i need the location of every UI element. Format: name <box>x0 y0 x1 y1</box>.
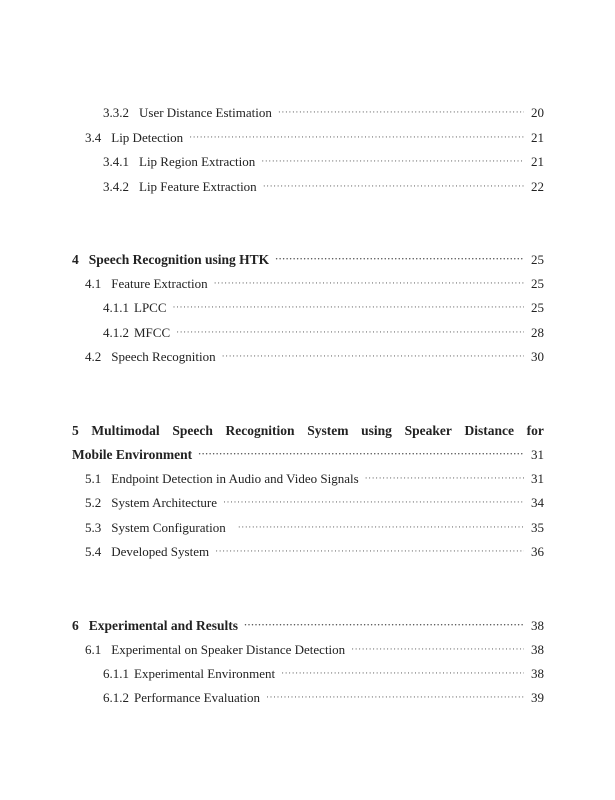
toc-chapter-page: 31 <box>531 447 544 462</box>
toc-entry-number: 4.2 <box>85 349 102 364</box>
toc-chapter-5-title-line2 <box>72 447 544 464</box>
toc-entry-3-3-2 <box>103 105 544 122</box>
title-word: Recognition <box>225 423 295 438</box>
toc-chapter-page: 25 <box>531 252 544 267</box>
toc-entry-page: 22 <box>531 179 544 194</box>
toc-entry-3-4-2 <box>103 179 544 196</box>
toc-entry-5-4 <box>85 544 544 561</box>
toc-entry-page: 38 <box>531 666 544 681</box>
toc-entry-page: 20 <box>531 105 544 120</box>
title-word: Speaker <box>404 423 452 438</box>
toc-entry-title: Lip Detection <box>111 130 184 145</box>
toc-entry-page: 31 <box>531 471 544 486</box>
dot-leader <box>281 665 524 681</box>
title-word: Distance <box>464 423 514 438</box>
toc-entry-5-2 <box>85 495 544 512</box>
title-word: System <box>307 423 349 438</box>
toc-entry-page: 25 <box>531 276 544 291</box>
dot-leader <box>261 153 524 169</box>
toc-entry-number: 3.4.1 <box>103 154 129 169</box>
toc-entry-title: System Configuration <box>111 520 226 535</box>
toc-entry-6-1-1 <box>103 666 544 683</box>
toc-entry-title: Experimental on Speaker Distance Detection <box>111 642 346 657</box>
toc-entry-title: Speech Recognition <box>111 349 216 364</box>
toc-entry-title: Lip Region Extraction <box>139 154 256 169</box>
title-word: Speech <box>172 423 213 438</box>
toc-entry-5-1 <box>85 471 544 488</box>
toc-entry-page: 28 <box>531 325 544 340</box>
toc-entry-6-1 <box>85 642 544 659</box>
toc-entry-page: 36 <box>531 544 544 559</box>
toc-entry-number: 6.1 <box>85 642 102 657</box>
dot-leader <box>223 494 524 510</box>
toc-entry-number: 4.1.2 <box>103 325 129 340</box>
toc-entry-title: Lip Feature Extraction <box>139 179 257 194</box>
dot-leader <box>238 519 524 535</box>
toc-entry-title: User Distance Estimation <box>139 105 272 120</box>
toc-chapter-page: 38 <box>531 618 544 633</box>
toc-entry-4-1-1 <box>103 300 544 317</box>
toc-chapter-number: 5 <box>72 423 79 438</box>
dot-leader <box>198 446 524 462</box>
dot-leader <box>351 641 524 657</box>
toc-entry-4-1-2 <box>103 325 544 342</box>
toc-chapter-title: Speech Recognition using HTK <box>88 252 270 267</box>
toc-entry-number: 3.4 <box>85 130 102 145</box>
toc-entry-number: 4.1.1 <box>103 300 129 315</box>
toc-entry-page: 25 <box>531 300 544 315</box>
toc-entry-4-1 <box>85 276 544 293</box>
toc-entry-title: Developed System <box>111 544 210 559</box>
toc-entry-number: 5.1 <box>85 471 102 486</box>
dot-leader <box>189 129 524 145</box>
toc-chapter-5-title-line1 <box>72 423 544 439</box>
toc-entry-title: System Architecture <box>111 495 218 510</box>
toc-chapter-title: Mobile Environment <box>72 447 193 462</box>
dot-leader <box>215 543 524 559</box>
toc-entry-page: 39 <box>531 690 544 705</box>
toc-entry-title: MFCC <box>134 325 171 340</box>
title-word: using <box>361 423 392 438</box>
toc-entry-number: 4.1 <box>85 276 102 291</box>
dot-leader <box>275 251 524 267</box>
toc-entry-number: 5.2 <box>85 495 102 510</box>
toc-entry-number: 3.3.2 <box>103 105 129 120</box>
toc-chapter-number: 6 <box>72 618 79 633</box>
dot-leader <box>222 348 524 364</box>
toc-entry-number: 5.3 <box>85 520 102 535</box>
toc-chapter-4 <box>72 252 544 269</box>
toc-entry-4-2 <box>85 349 544 366</box>
title-word: for <box>526 423 544 438</box>
title-word: Multimodal <box>91 423 160 438</box>
dot-leader <box>278 104 524 120</box>
toc-entry-page: 35 <box>531 520 544 535</box>
dot-leader <box>365 470 524 486</box>
toc-entry-3-4 <box>85 130 544 147</box>
toc-chapter-6 <box>72 618 544 635</box>
toc-entry-6-1-2 <box>103 690 544 707</box>
dot-leader <box>173 299 524 315</box>
toc-chapter-title: Experimental and Results <box>88 618 239 633</box>
dot-leader <box>176 324 524 340</box>
toc-entry-title: LPCC <box>134 300 167 315</box>
dot-leader <box>263 178 524 194</box>
toc-entry-page: 34 <box>531 495 544 510</box>
dot-leader <box>266 689 524 705</box>
toc-entry-number: 6.1.1 <box>103 666 129 681</box>
dot-leader <box>214 275 524 291</box>
toc-entry-number: 3.4.2 <box>103 179 129 194</box>
toc-entry-page: 21 <box>531 154 544 169</box>
toc-entry-page: 30 <box>531 349 544 364</box>
toc-entry-page: 21 <box>531 130 544 145</box>
toc-chapter-number: 4 <box>72 252 79 267</box>
toc-entry-title: Endpoint Detection in Audio and Video Signals <box>111 471 359 486</box>
toc-entry-number: 5.4 <box>85 544 102 559</box>
toc-entry-5-3 <box>85 520 544 537</box>
toc-entry-page: 38 <box>531 642 544 657</box>
toc-entry-title: Performance Evaluation <box>134 690 260 705</box>
toc-entry-3-4-1 <box>103 154 544 171</box>
dot-leader <box>244 617 524 633</box>
toc-entry-title: Feature Extraction <box>111 276 208 291</box>
toc-entry-title: Experimental Environment <box>134 666 276 681</box>
toc-entry-number: 6.1.2 <box>103 690 129 705</box>
